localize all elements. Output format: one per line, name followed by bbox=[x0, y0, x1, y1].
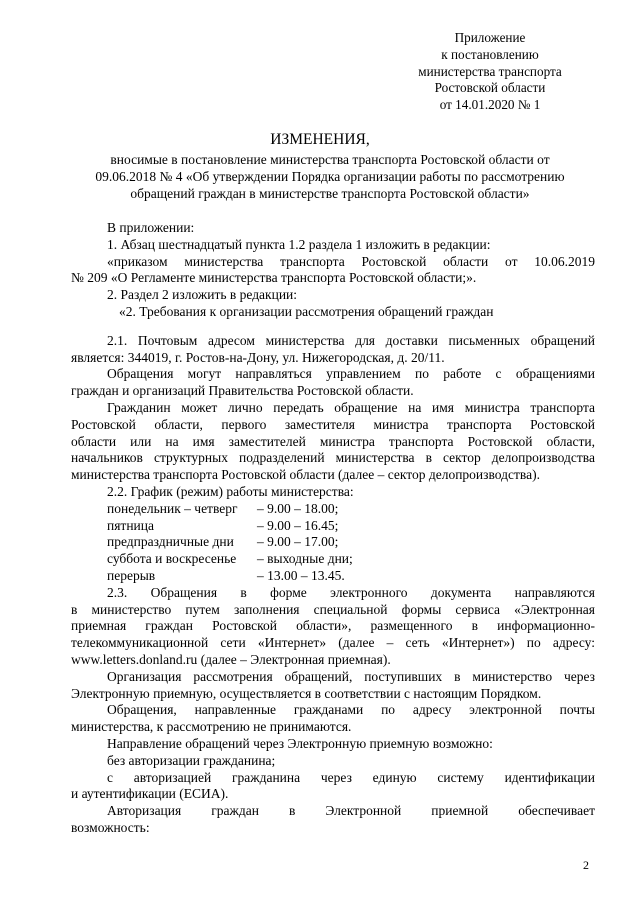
schedule-time: – 9.00 – 18.00; bbox=[257, 500, 339, 516]
schedule-row bbox=[71, 568, 595, 585]
body-line: без авторизации гражданина; bbox=[107, 752, 276, 768]
schedule-row bbox=[71, 518, 595, 535]
body-line: Обращения, направленные гражданами по адресу электронной почты bbox=[107, 702, 595, 718]
body-line: является: 344019, г. Ростов-на-Дону, ул. Нижегородская, д. 20/11. bbox=[71, 349, 445, 365]
body-line: 2.2. График (режим) работы министерства: bbox=[107, 483, 354, 499]
subtitle-line: вносимые в постановление министерства транспорта Ростовской области от bbox=[110, 152, 550, 167]
body-line: В приложении: bbox=[107, 220, 195, 235]
appendix-line: к постановлению bbox=[441, 46, 539, 62]
body-line: www.letters.donland.ru (далее – Электронная приемная). bbox=[71, 651, 391, 667]
schedule-day: пятница bbox=[107, 517, 154, 533]
page-number: 2 bbox=[583, 858, 589, 872]
body-line: Электронную приемную, осуществляется в соответствии с настоящим Порядком. bbox=[71, 685, 542, 701]
body-line: в министерство путем заполнения специальной формы сервиса «Электронная bbox=[71, 601, 595, 617]
body-line: 2.1. Почтовым адресом министерства для доставки письменных обращений bbox=[107, 332, 595, 348]
body-line: 2. Раздел 2 изложить в редакции: bbox=[107, 287, 298, 303]
appendix-block bbox=[400, 30, 580, 114]
body-line: области или на имя заместителей министра транспорта Ростовской области, bbox=[71, 433, 595, 449]
body-line: с авторизацией гражданина через единую систему идентификации bbox=[107, 769, 595, 785]
document-subtitle bbox=[70, 151, 590, 202]
appendix-line: Приложение bbox=[454, 30, 526, 45]
body-line: и аутентификации (ЕСИА). bbox=[71, 786, 229, 802]
appendix-line: Ростовской области bbox=[434, 80, 546, 96]
schedule-day: понедельник – четверг bbox=[107, 500, 238, 516]
paragraph-gap bbox=[71, 321, 595, 333]
schedule-time: – 9.00 – 17.00; bbox=[257, 534, 339, 550]
schedule-day: предпраздничные дни bbox=[107, 534, 234, 550]
subtitle-line: обращений граждан в министерстве транспорта Ростовской области» bbox=[130, 186, 530, 201]
document-body bbox=[71, 220, 595, 837]
body-line: начальников структурных подразделений министерства в сектор делопроизводства bbox=[71, 450, 595, 466]
body-line: 2.3. Обращения в форме электронного документа направляются bbox=[107, 584, 595, 600]
body-line: «приказом министерства транспорта Ростовской области от 10.06.2019 bbox=[107, 253, 595, 269]
body-line: телекоммуникационной сети «Интернет» (далее – сеть «Интернет») по адресу: bbox=[71, 635, 595, 651]
schedule-row bbox=[71, 551, 595, 568]
schedule-time: – 9.00 – 16.45; bbox=[257, 517, 339, 533]
body-line: Авторизация граждан в Электронной приемной обеспечивает bbox=[107, 803, 595, 819]
body-line: Направление обращений через Электронную приемную возможно: bbox=[107, 735, 493, 751]
body-line: «2. Требования к организации рассмотрения обращений граждан bbox=[119, 303, 494, 319]
subtitle-line: 09.06.2018 № 4 «Об утверждении Порядка организации работы по рассмотрению bbox=[95, 169, 565, 184]
schedule-day: суббота и воскресенье bbox=[107, 551, 237, 567]
body-line: 1. Абзац шестнадцатый пункта 1.2 раздела 1 изложить в редакции: bbox=[107, 236, 491, 252]
body-line: Ростовской области, первого заместителя министра транспорта Ростовской bbox=[71, 416, 595, 432]
body-line: Организация рассмотрения обращений, поступивших в министерство через bbox=[107, 668, 595, 684]
schedule-day: перерыв bbox=[107, 567, 156, 583]
body-line: граждан и организаций Правительства Ростовской области. bbox=[71, 383, 414, 399]
document-title: ИЗМЕНЕНИЯ, bbox=[270, 131, 370, 148]
body-line: Обращения могут направляться управлением по работе с обращениями bbox=[107, 366, 595, 382]
appendix-line: от 14.01.2020 № 1 bbox=[439, 97, 541, 113]
body-line: № 209 «О Регламенте министерства транспорта Ростовской области;». bbox=[71, 270, 477, 286]
schedule-time: – 13.00 – 13.45. bbox=[257, 567, 345, 583]
body-line: возможность: bbox=[71, 819, 150, 835]
body-line: министерства транспорта Ростовской области (далее – сектор делопроизводства). bbox=[71, 467, 540, 483]
schedule-row bbox=[71, 534, 595, 551]
schedule-time: – выходные дни; bbox=[257, 551, 353, 567]
schedule-row bbox=[71, 501, 595, 518]
body-line: Гражданин может лично передать обращение на имя министра транспорта bbox=[107, 399, 595, 415]
body-line: приемная граждан Ростовской области», размещенного в информационно- bbox=[71, 618, 595, 634]
body-line: министерства, к рассмотрению не принимаются. bbox=[71, 719, 352, 735]
appendix-line: министерства транспорта bbox=[418, 63, 562, 79]
